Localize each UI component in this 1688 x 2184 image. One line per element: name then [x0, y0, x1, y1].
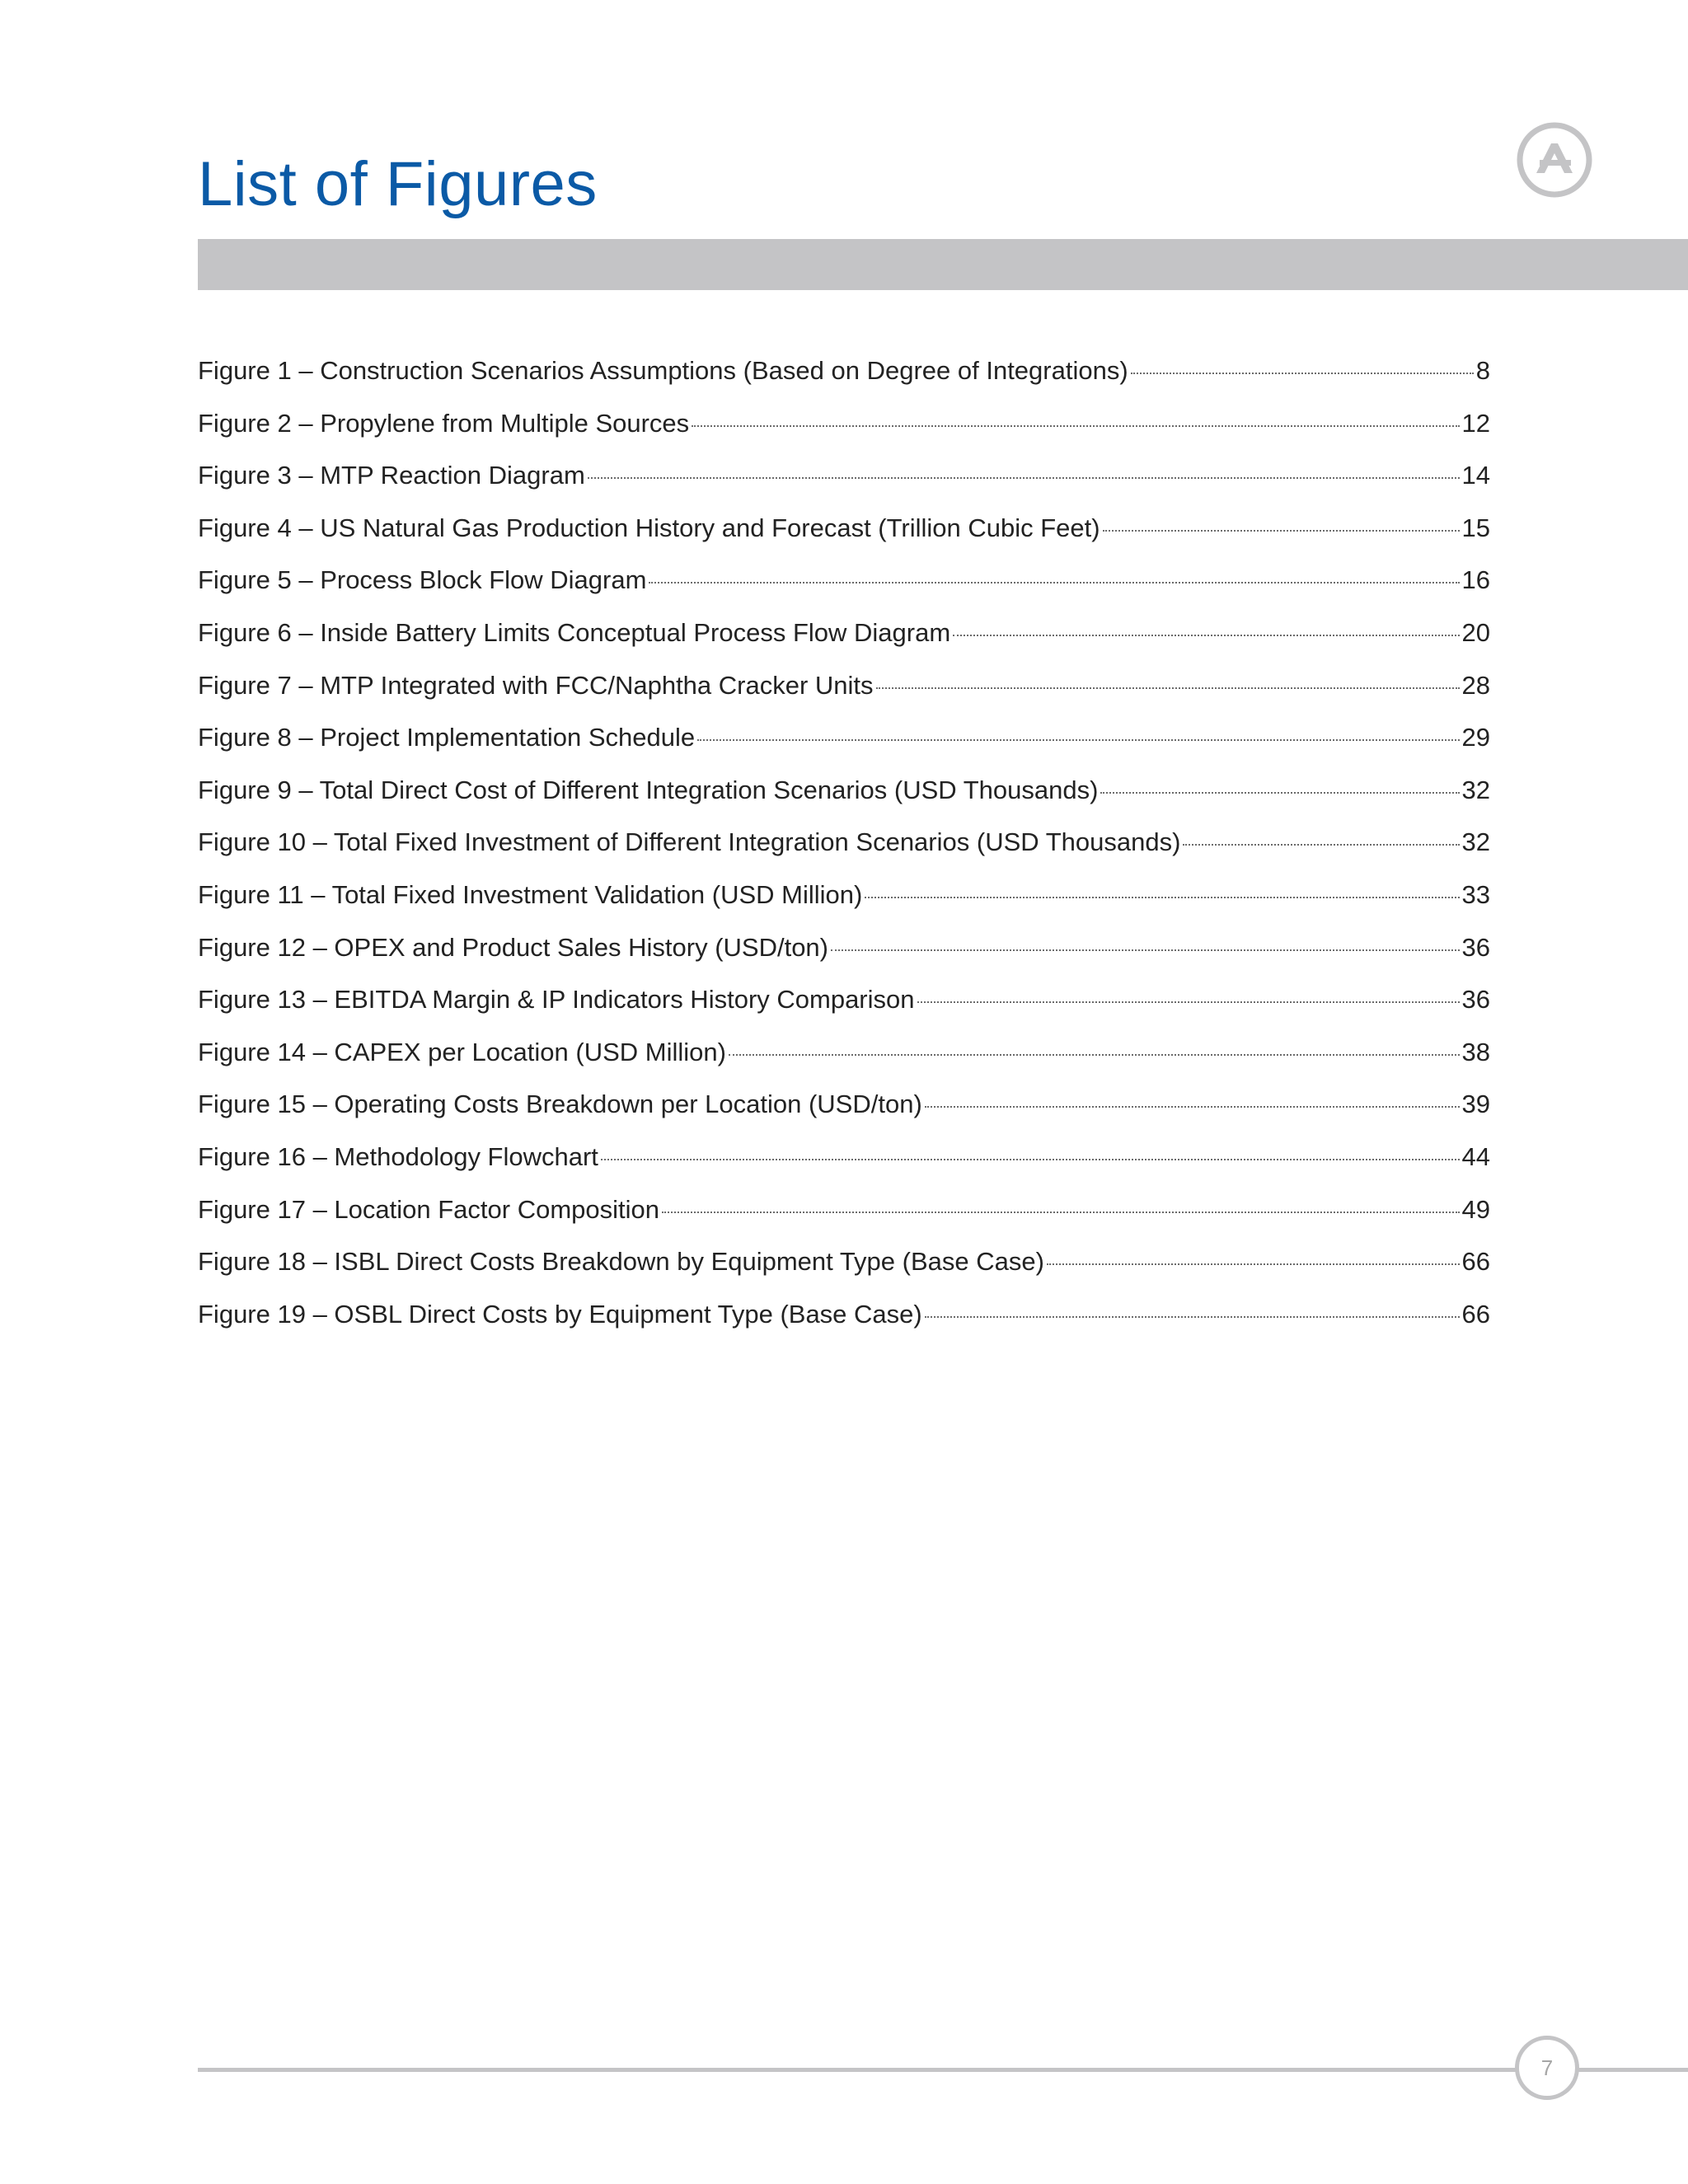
dot-leader: [588, 477, 1460, 479]
toc-entry[interactable]: [198, 1235, 1490, 1288]
dot-leader: [1103, 530, 1460, 532]
toc-entry[interactable]: [198, 1131, 1490, 1183]
toc-entry[interactable]: [198, 1288, 1490, 1341]
toc-entry-page: 29: [1461, 723, 1490, 752]
dot-leader: [649, 582, 1459, 583]
toc-entry-label: Figure 8 – Project Implementation Schedule: [198, 723, 696, 752]
dot-leader: [917, 1001, 1460, 1003]
toc-entry[interactable]: [198, 1183, 1490, 1236]
dot-leader: [601, 1159, 1460, 1160]
page-title: List of Figures: [198, 149, 598, 219]
dot-leader: [1047, 1263, 1460, 1265]
toc-entry-label: Figure 18 – ISBL Direct Costs Breakdown by Equipment Type (Base Case): [198, 1247, 1044, 1277]
toc-entry[interactable]: [198, 711, 1490, 764]
toc-entry-page: 38: [1461, 1037, 1490, 1066]
toc-entry-label: Figure 9 – Total Direct Cost of Different Integration Scenarios (USD Thousands): [198, 775, 1099, 804]
toc-entry[interactable]: [198, 554, 1490, 607]
footer-divider-line: [198, 2068, 1688, 2072]
dot-leader: [1100, 792, 1459, 794]
toc-entry-page: 32: [1461, 827, 1490, 857]
toc-entry[interactable]: [198, 449, 1490, 502]
toc-entry-page: 20: [1461, 617, 1490, 647]
toc-entry-page: 32: [1461, 775, 1490, 804]
toc-entry-label: Figure 14 – CAPEX per Location (USD Million): [198, 1037, 726, 1066]
dot-leader: [1183, 844, 1459, 846]
dot-leader: [692, 425, 1459, 427]
toc-entry[interactable]: [198, 921, 1490, 974]
toc-entry-label: Figure 15 – Operating Costs Breakdown per Location (USD/ton): [198, 1090, 922, 1119]
dot-leader: [925, 1106, 1460, 1108]
toc-entry[interactable]: [198, 973, 1490, 1026]
dot-leader: [925, 1316, 1460, 1318]
toc-entry-page: 12: [1461, 408, 1490, 438]
dot-leader: [831, 949, 1460, 951]
toc-entry-label: Figure 17 – Location Factor Composition: [198, 1194, 660, 1224]
toc-entry-label: Figure 1 – Construction Scenarios Assumptions (Based on Degree of Integrations): [198, 356, 1128, 385]
toc-entry-page: 39: [1461, 1090, 1490, 1119]
dot-leader: [953, 635, 1459, 636]
toc-entry-label: Figure 5 – Process Block Flow Diagram: [198, 565, 647, 595]
toc-entry[interactable]: [198, 502, 1490, 555]
toc-entry[interactable]: [198, 659, 1490, 712]
list-of-figures: [198, 344, 1490, 1340]
dot-leader: [697, 739, 1459, 741]
toc-entry-page: 14: [1461, 461, 1490, 490]
toc-entry-label: Figure 16 – Methodology Flowchart: [198, 1141, 598, 1171]
toc-entry-page: 36: [1461, 985, 1490, 1015]
toc-entry-label: Figure 12 – OPEX and Product Sales History (USD/ton): [198, 932, 828, 962]
toc-entry-label: Figure 13 – EBITDA Margin & IP Indicators History Comparison: [198, 985, 915, 1015]
toc-entry[interactable]: [198, 764, 1490, 817]
toc-entry-page: 66: [1461, 1247, 1490, 1277]
toc-entry[interactable]: [198, 816, 1490, 869]
toc-entry-page: 49: [1461, 1194, 1490, 1224]
toc-entry-label: Figure 6 – Inside Battery Limits Conceptual Process Flow Diagram: [198, 617, 951, 647]
dot-leader: [876, 687, 1460, 689]
toc-entry[interactable]: [198, 607, 1490, 659]
title-divider-bar: [198, 239, 1688, 290]
toc-entry[interactable]: [198, 869, 1490, 921]
page-number-badge: [1515, 2036, 1579, 2100]
toc-entry-page: 16: [1461, 565, 1490, 595]
page-number: 7: [1540, 2055, 1554, 2080]
toc-entry-label: Figure 2 – Propylene from Multiple Sources: [198, 408, 690, 438]
toc-entry[interactable]: [198, 344, 1490, 397]
toc-entry-label: Figure 10 – Total Fixed Investment of Different Integration Scenarios (USD Thousands): [198, 827, 1181, 857]
dot-leader: [865, 897, 1459, 898]
toc-entry-label: Figure 19 – OSBL Direct Costs by Equipment Type (Base Case): [198, 1299, 922, 1329]
toc-entry[interactable]: [198, 1078, 1490, 1131]
toc-entry-label: Figure 4 – US Natural Gas Production History and Forecast (Trillion Cubic Feet): [198, 513, 1100, 542]
dot-leader: [1131, 373, 1474, 374]
toc-entry-page: 28: [1461, 670, 1490, 700]
toc-entry[interactable]: [198, 397, 1490, 450]
toc-entry-label: Figure 11 – Total Fixed Investment Validation (USD Million): [198, 879, 863, 909]
toc-entry-label: Figure 3 – MTP Reaction Diagram: [198, 461, 585, 490]
dot-leader: [729, 1054, 1460, 1056]
toc-entry-page: 44: [1461, 1141, 1490, 1171]
toc-entry-page: 15: [1461, 513, 1490, 542]
toc-entry-page: 36: [1461, 932, 1490, 962]
circled-a-logo-icon: [1515, 120, 1594, 199]
toc-entry-label: Figure 7 – MTP Integrated with FCC/Naphtha Cracker Units: [198, 670, 874, 700]
toc-entry-page: 33: [1461, 879, 1490, 909]
toc-entry-page: 66: [1461, 1299, 1490, 1329]
dot-leader: [662, 1212, 1460, 1213]
toc-entry[interactable]: [198, 1026, 1490, 1079]
toc-entry-page: 8: [1475, 356, 1490, 385]
